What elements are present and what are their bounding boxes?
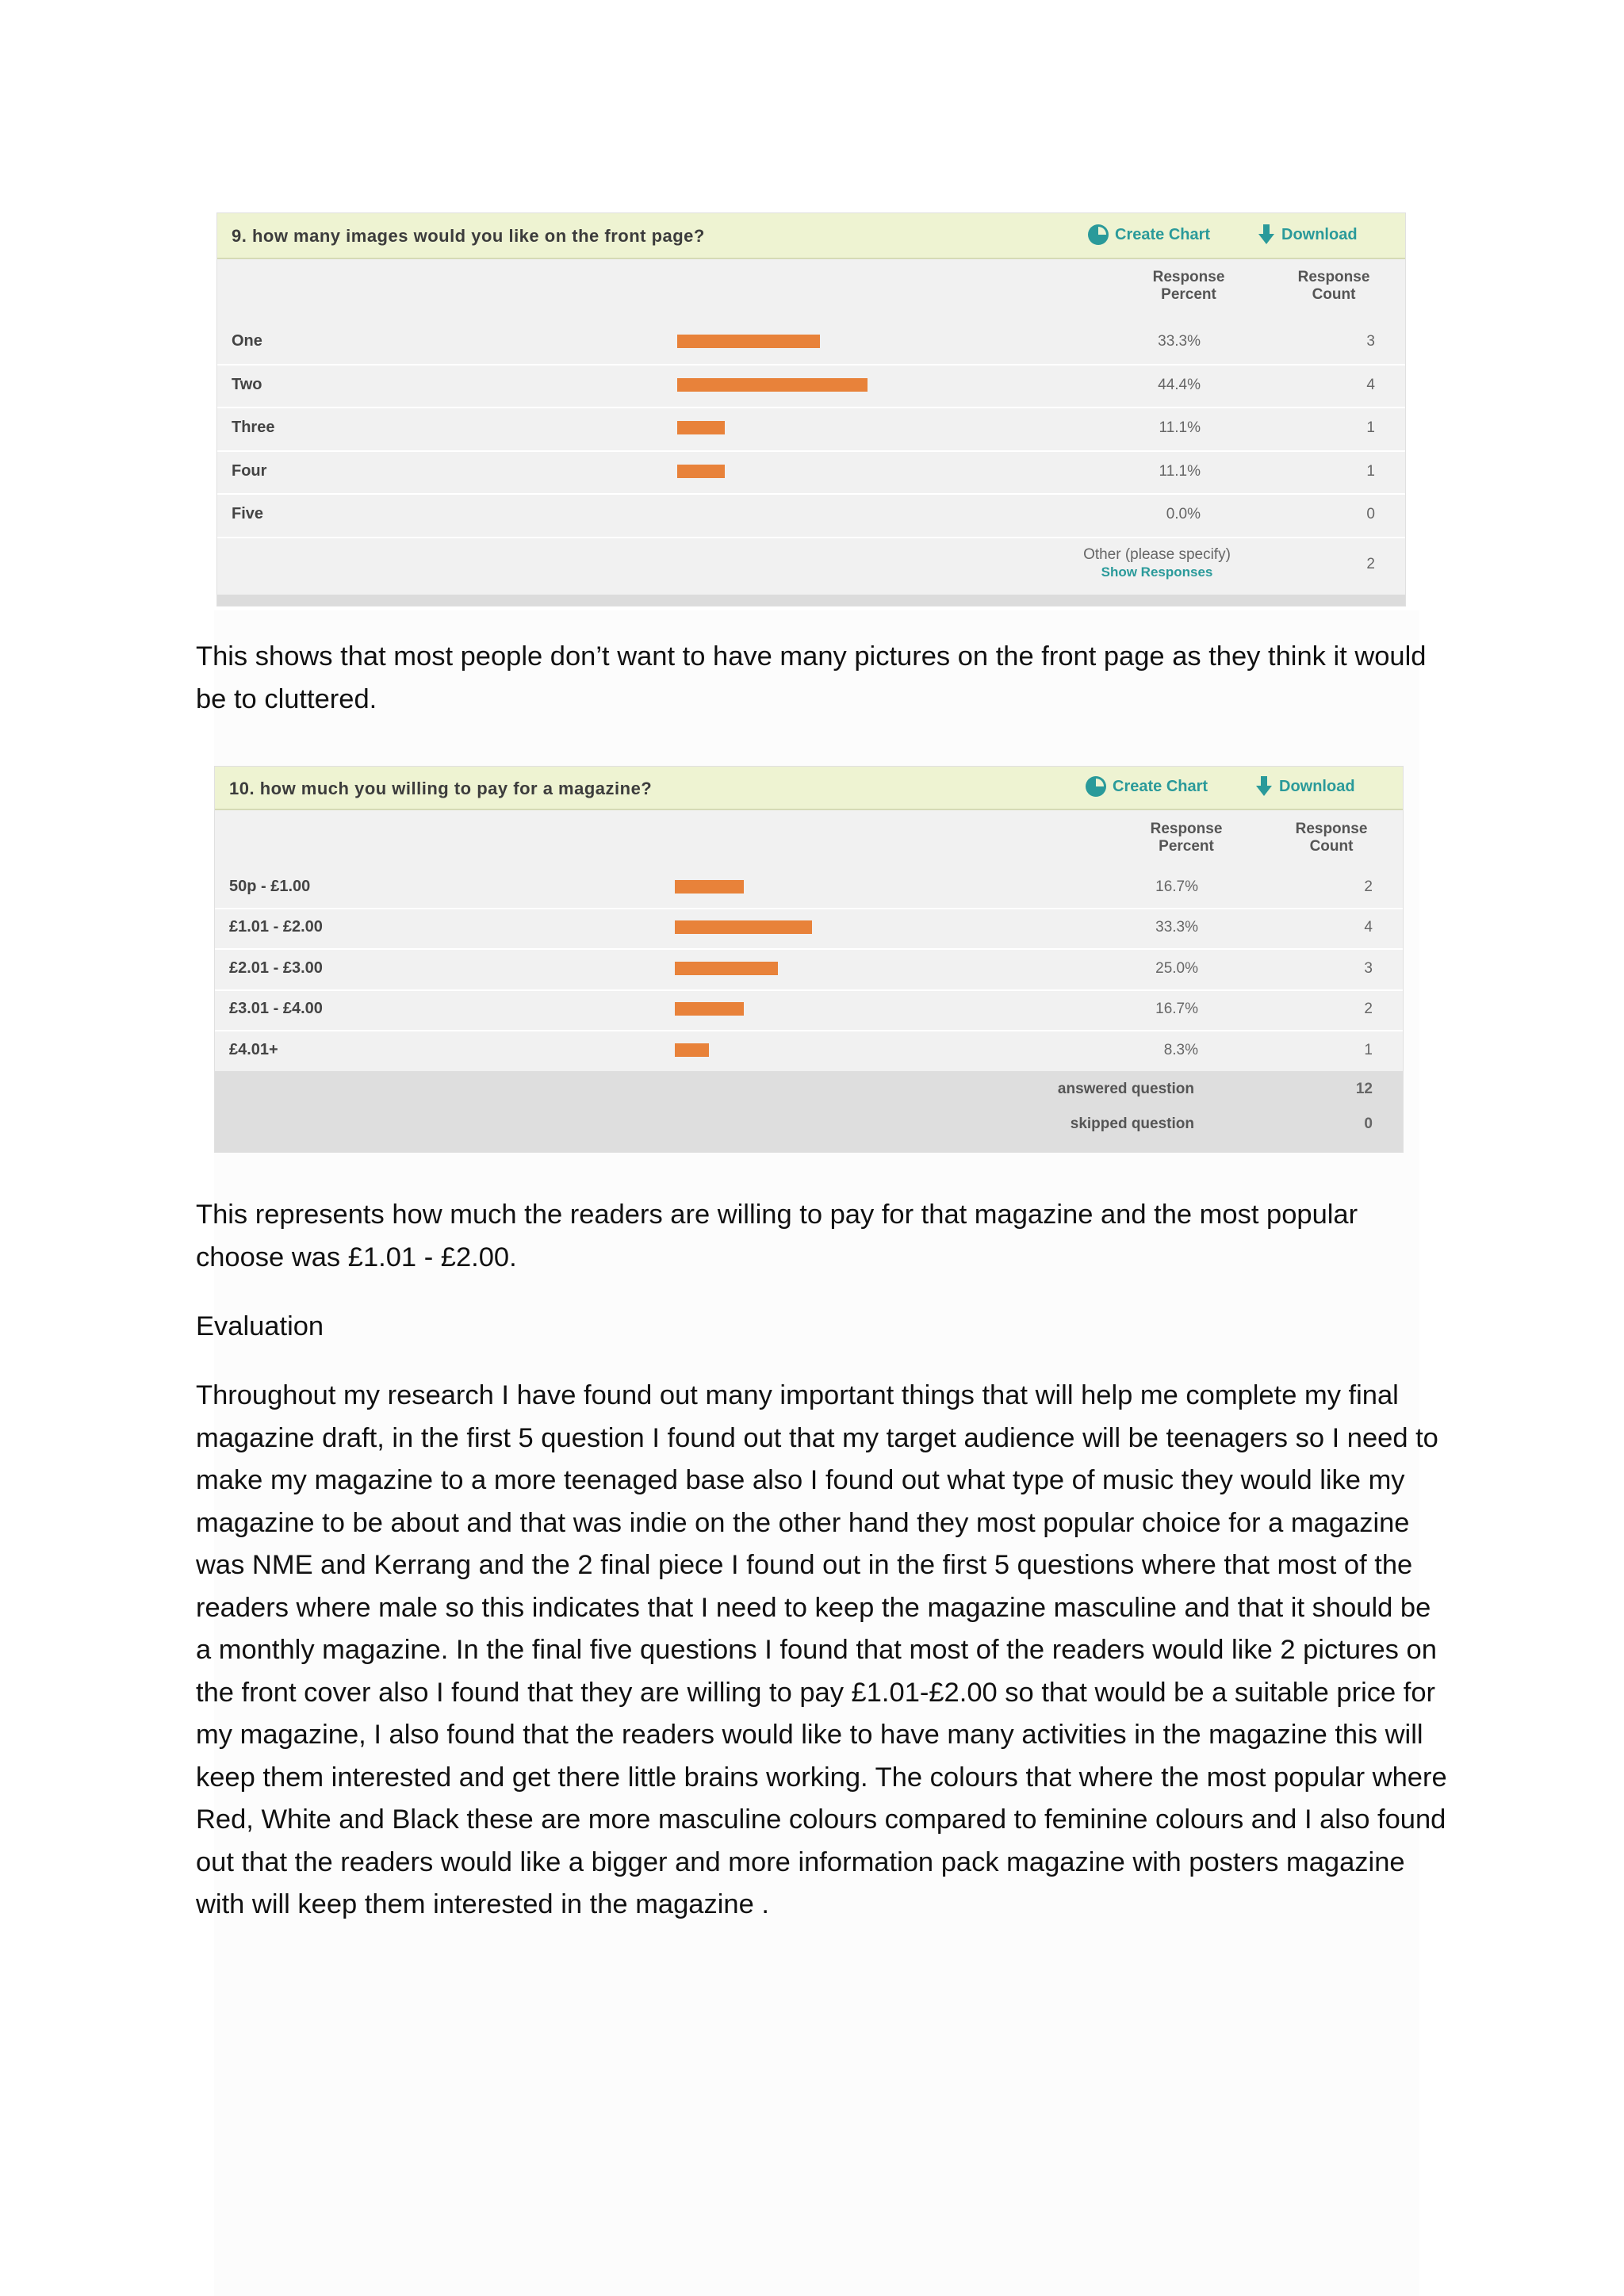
- response-percent: 11.1%: [1159, 462, 1201, 480]
- column-header-count: Response Count: [1295, 821, 1368, 855]
- row-label: Three: [232, 419, 275, 437]
- answered-question-label: answered question: [1057, 1081, 1194, 1097]
- column-header-count: Response Count: [1297, 269, 1370, 303]
- table-footer-band: [217, 595, 1405, 606]
- table-row: [215, 867, 1403, 909]
- show-responses-link[interactable]: Show Responses: [1101, 564, 1213, 580]
- response-percent: 16.7%: [1155, 1001, 1198, 1018]
- response-count: 2: [1364, 878, 1373, 895]
- response-percent: 33.3%: [1158, 333, 1201, 350]
- table-row: [217, 450, 1405, 496]
- skipped-question-count: 0: [1364, 1115, 1373, 1132]
- row-label: Five: [232, 505, 264, 523]
- pie-chart-icon: [1086, 776, 1106, 797]
- download-button[interactable]: [1255, 776, 1355, 797]
- survey-header: [215, 767, 1403, 810]
- paragraph-price-summary: This represents how much the readers are willing to pay for that magazine and the most popular choose was £1.01 - £2.00.: [196, 1200, 1358, 1272]
- create-chart-button[interactable]: [1088, 224, 1210, 245]
- create-chart-label: Create Chart: [1113, 777, 1208, 795]
- row-label: Two: [232, 375, 262, 393]
- evaluation-heading: Evaluation: [196, 1311, 324, 1341]
- response-count: 0: [1366, 506, 1375, 523]
- response-count: 3: [1364, 959, 1373, 977]
- evaluation-paragraph: Throughout my research I have found out many important things that will help me complete my final magazine draft, in the first 5 question I found out that my target audience will be teenagers so I need to make my magazine to a more teenaged base also I found out what type of music they would like my magazine to be about and that was indie on the other hand they most popular choice for a magazine was NME and Kerrang and the 2 final piece I found out in the first 5 questions where that most of the readers where male so this indicates that I need to keep the magazine masculine and that it should be a monthly magazine. In the final five questions I found that most of the readers would like 2 pictures on the front cover also I found that they are willing to pay £1.01-£2.00 so that would be a suitable price for my magazine, I also found that the readers would like to have many activities in the magazine this will keep them interested and get there little brains working. The colours that where the most popular where Red, White and Black these are more masculine colours compared to feminine colours and I also found out that the readers would like a bigger and more information pack magazine with posters magazine with will keep them interested in the magazine .: [196, 1380, 1447, 1919]
- download-arrow-icon: [1255, 776, 1273, 797]
- response-percent: 33.3%: [1155, 919, 1198, 936]
- survey-table-q10: [214, 766, 1404, 1153]
- question-title: 10. how much you willing to pay for a magazine?: [229, 779, 653, 798]
- response-percent: 0.0%: [1166, 506, 1201, 523]
- pie-chart-icon: [1088, 224, 1109, 245]
- row-label: £2.01 - £3.00: [229, 959, 323, 977]
- response-count: 4: [1364, 919, 1373, 936]
- table-row: [215, 908, 1403, 951]
- response-bar: [675, 962, 778, 975]
- response-percent: 11.1%: [1159, 419, 1201, 437]
- response-percent: 8.3%: [1163, 1041, 1198, 1058]
- row-label: 50p - £1.00: [229, 877, 311, 895]
- survey-header: [217, 213, 1405, 259]
- column-header-percent: Response Percent: [1150, 821, 1223, 855]
- survey-table-q9: [216, 212, 1406, 607]
- paragraph-images-summary: This shows that most people don’t want to have many pictures on the front page as they think it would be to cluttered.: [196, 641, 1427, 714]
- response-count: 1: [1364, 1041, 1373, 1058]
- create-chart-label: Create Chart: [1115, 225, 1211, 243]
- table-row: [215, 989, 1403, 1032]
- row-label: Four: [232, 461, 267, 480]
- question-title: 9. how many images would you like on the front page?: [232, 226, 705, 246]
- response-count: 1: [1366, 462, 1375, 480]
- row-label: £4.01+: [229, 1040, 278, 1058]
- row-label: £3.01 - £4.00: [229, 1000, 323, 1018]
- response-bar: [677, 335, 820, 348]
- create-chart-button[interactable]: [1086, 776, 1208, 797]
- skipped-question-label: skipped question: [1070, 1115, 1194, 1132]
- response-bar: [675, 1002, 744, 1016]
- response-percent: 16.7%: [1155, 878, 1198, 895]
- response-percent: 44.4%: [1158, 376, 1201, 393]
- column-header-percent: Response Percent: [1152, 269, 1225, 303]
- download-button[interactable]: [1258, 224, 1358, 245]
- download-label: Download: [1279, 777, 1355, 795]
- response-count: 1: [1366, 419, 1375, 437]
- table-row: [217, 493, 1405, 538]
- response-percent: 25.0%: [1155, 959, 1198, 977]
- response-bar: [675, 1043, 709, 1057]
- response-bar: [677, 421, 725, 434]
- row-label: One: [232, 332, 262, 350]
- table-row: [215, 948, 1403, 991]
- response-bar: [677, 465, 725, 478]
- table-row: [217, 320, 1405, 365]
- response-bar: [675, 880, 744, 894]
- row-label: £1.01 - £2.00: [229, 918, 323, 936]
- response-count: 2: [1364, 1001, 1373, 1018]
- table-row: [217, 364, 1405, 409]
- other-count: 2: [1366, 556, 1375, 572]
- download-label: Download: [1281, 225, 1358, 243]
- other-option-label: Other (please specify): [1083, 546, 1231, 563]
- download-arrow-icon: [1258, 224, 1275, 245]
- table-row: [217, 407, 1405, 452]
- summary-band: [215, 1071, 1403, 1152]
- response-bar: [675, 920, 812, 934]
- response-bar: [677, 378, 868, 392]
- response-count: 4: [1366, 376, 1375, 393]
- answered-question-count: 12: [1355, 1081, 1373, 1097]
- table-row: [215, 1030, 1403, 1073]
- response-count: 3: [1366, 333, 1375, 350]
